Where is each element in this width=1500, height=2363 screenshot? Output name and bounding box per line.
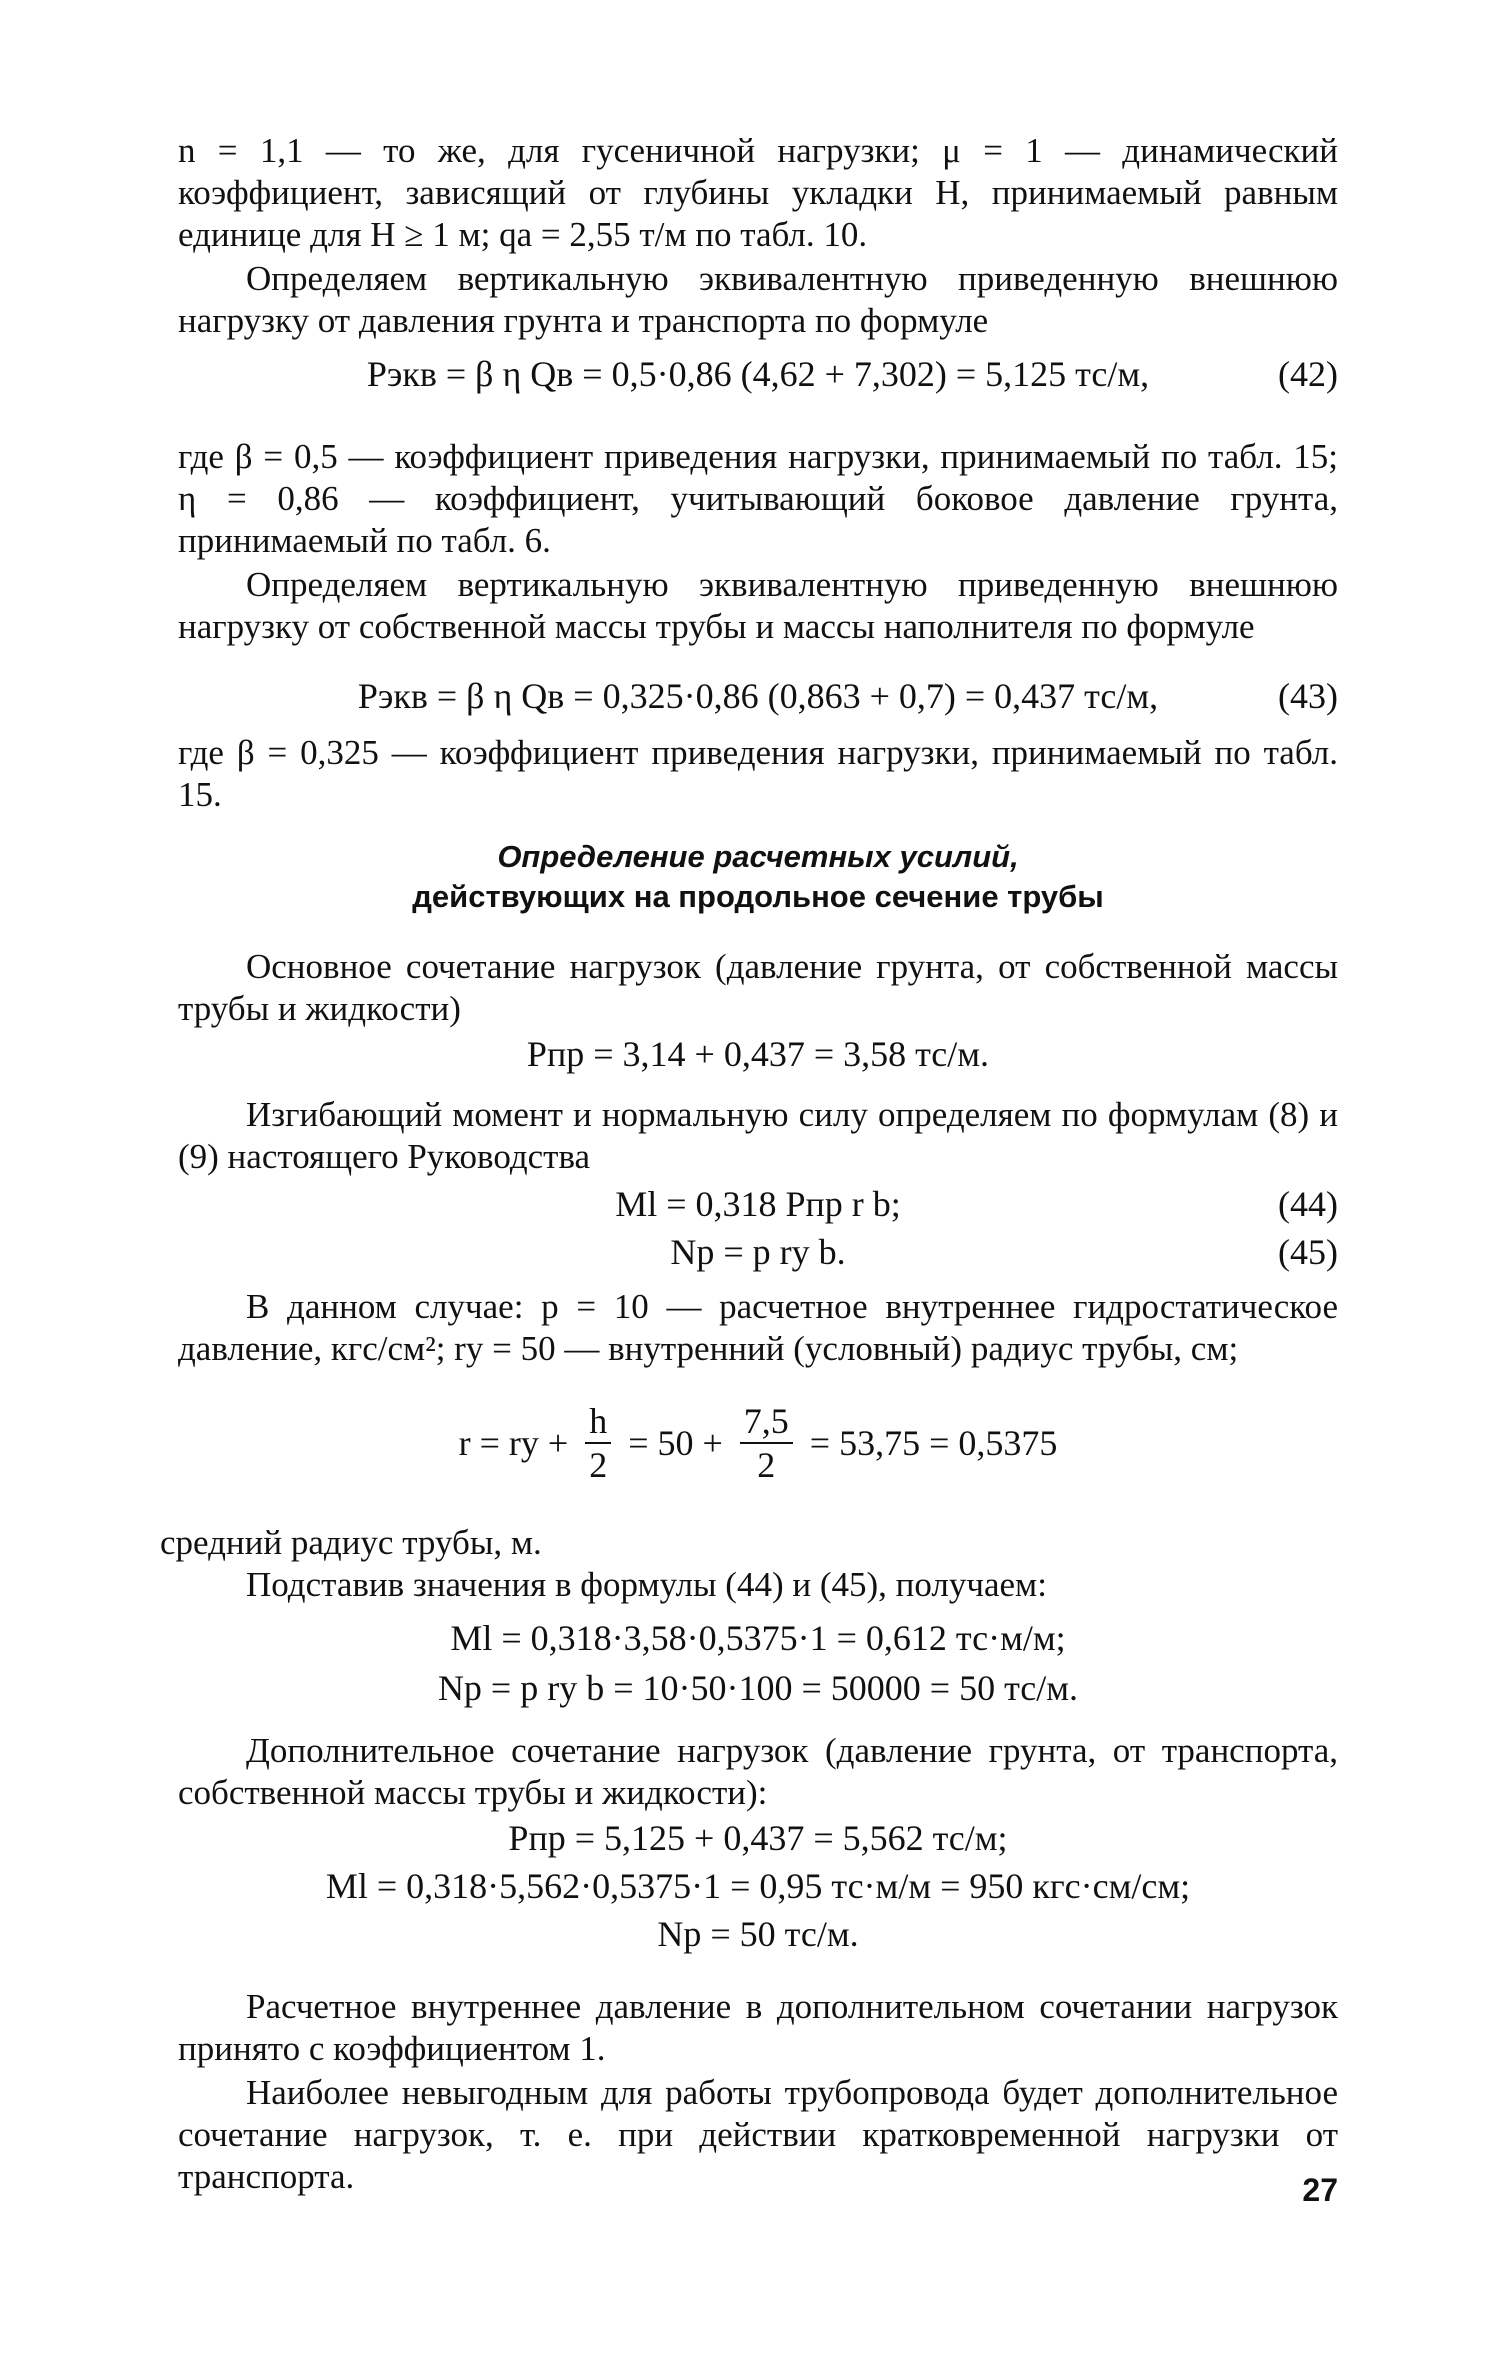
fraction-7-5-over-2	[740, 1400, 793, 1486]
fraction-denominator: 2	[757, 1445, 776, 1485]
paragraph-beta-eta: где β = 0,5 — коэффициент приведения нагрузки, принимаемый по табл. 15; η = 0,86 — коэффициент, учитывающий боковое давление грунта, принимаемый по табл. 6.	[178, 437, 1338, 560]
formula-p-pr-basic-body: Pпр = 3,14 + 0,437 = 3,58 тс/м.	[526, 1034, 990, 1074]
equation-number-43: (43)	[1278, 676, 1338, 716]
paragraph-additional-combination: Дополнительное сочетание нагрузок (давление грунта, от транспорта, собственной массы трубы и жидкости):	[178, 1731, 1338, 1812]
paragraph-intro-self-weight: Определяем вертикальную эквивалентную приведенную внешнюю нагрузку от собственной массы трубы и массы наполнителя по формуле	[178, 565, 1338, 646]
formula-44	[178, 1182, 1338, 1226]
equation-number-45: (45)	[1278, 1232, 1338, 1272]
formula-45-body: Nр = p rу b.	[670, 1232, 846, 1272]
formula-44-body: Ml = 0,318 Pпр r b;	[615, 1184, 901, 1224]
fraction-denominator: 2	[589, 1445, 608, 1485]
formula-43-body: Pэкв = β η Qв = 0,325·0,86 (0,863 + 0,7) = 0,437 тс/м,	[357, 676, 1159, 716]
paragraph-basic-combination: Основное сочетание нагрузок (давление грунта, от собственной массы трубы и жидкости)	[178, 947, 1338, 1028]
page-number: 27	[1302, 2172, 1338, 2208]
paragraph-substitute: Подставив значения в формулы (44) и (45), получаем:	[246, 1565, 1047, 1604]
radius-formula-right: = 53,75 = 0,5375	[809, 1423, 1058, 1463]
formula-moment-additional-body: Ml = 0,318·5,562·0,5375·1 = 0,95 тс·м/м = 950 кгс·см/см;	[325, 1866, 1191, 1906]
fraction-h-over-2	[585, 1400, 611, 1486]
formula-moment-additional	[178, 1864, 1338, 1908]
formula-force-additional-body: Nр = 50 тс/м.	[657, 1914, 859, 1954]
paragraph-beta-0325: где β = 0,325 — коэффициент приведения нагрузки, принимаемый по табл. 15.	[178, 733, 1338, 814]
fraction-numerator: h	[585, 1400, 611, 1444]
paragraph-conclusion: Наиболее невыгодным для работы трубопровода будет дополнительное сочетание нагрузок, т. е. при действии кратковременной нагрузки от транспорта.	[178, 2073, 1338, 2196]
formula-p-pr-additional	[178, 1816, 1338, 1860]
formula-force-additional	[178, 1912, 1338, 1956]
formula-moment-basic	[178, 1616, 1338, 1660]
radius-formula-middle: = 50 +	[628, 1423, 723, 1463]
formula-43	[178, 674, 1338, 718]
section-heading-line1: Определение расчетных усилий,	[497, 839, 1019, 874]
formula-force-basic	[178, 1666, 1338, 1710]
formula-p-pr-additional-body: Pпр = 5,125 + 0,437 = 5,562 тс/м;	[508, 1818, 1008, 1858]
formula-force-basic-body: Nр = p rу b = 10·50·100 = 50000 = 50 тс/м.	[437, 1668, 1079, 1708]
section-heading-line2: действующих на продольное сечение трубы	[412, 879, 1104, 914]
fraction-numerator: 7,5	[740, 1400, 793, 1444]
paragraph-internal-pressure: Расчетное внутреннее давление в дополнительном сочетании нагрузок принято с коэффициентом 1.	[178, 1987, 1338, 2068]
equation-number-44: (44)	[1278, 1184, 1338, 1224]
radius-formula-left: r = rу +	[458, 1423, 569, 1463]
formula-mean-radius	[178, 1400, 1338, 1520]
paragraph-coefficients: n = 1,1 — то же, для гусеничной нагрузки; μ = 1 — динамический коэффициент, зависящий от глубины укладки H, принимаемый равным единице для H ≥ 1 м; qа = 2,55 т/м по табл. 10.	[178, 131, 1338, 254]
paragraph-moment-force: Изгибающий момент и нормальную силу определяем по формулам (8) и (9) настоящего Руководства	[178, 1095, 1338, 1176]
formula-42-body: Pэкв = β η Qв = 0,5·0,86 (4,62 + 7,302) = 5,125 тс/м,	[366, 354, 1150, 394]
formula-p-pr-basic	[178, 1032, 1338, 1076]
paragraph-pressure-radius: В данном случае: p = 10 — расчетное внутреннее гидростатическое давление, кгс/см²; rу = 50 — внутренний (условный) радиус трубы, см;	[178, 1287, 1338, 1368]
equation-number-42: (42)	[1278, 354, 1338, 394]
formula-moment-basic-body: Ml = 0,318·3,58·0,5375·1 = 0,612 тс·м/м;	[450, 1618, 1066, 1658]
formula-45	[178, 1230, 1338, 1274]
paragraph-mean-radius: средний радиус трубы, м.	[160, 1523, 542, 1562]
paragraph-intro-transport-load: Определяем вертикальную эквивалентную приведенную внешнюю нагрузку от давления грунта и транспорта по формуле	[178, 259, 1338, 340]
formula-42	[178, 352, 1338, 396]
